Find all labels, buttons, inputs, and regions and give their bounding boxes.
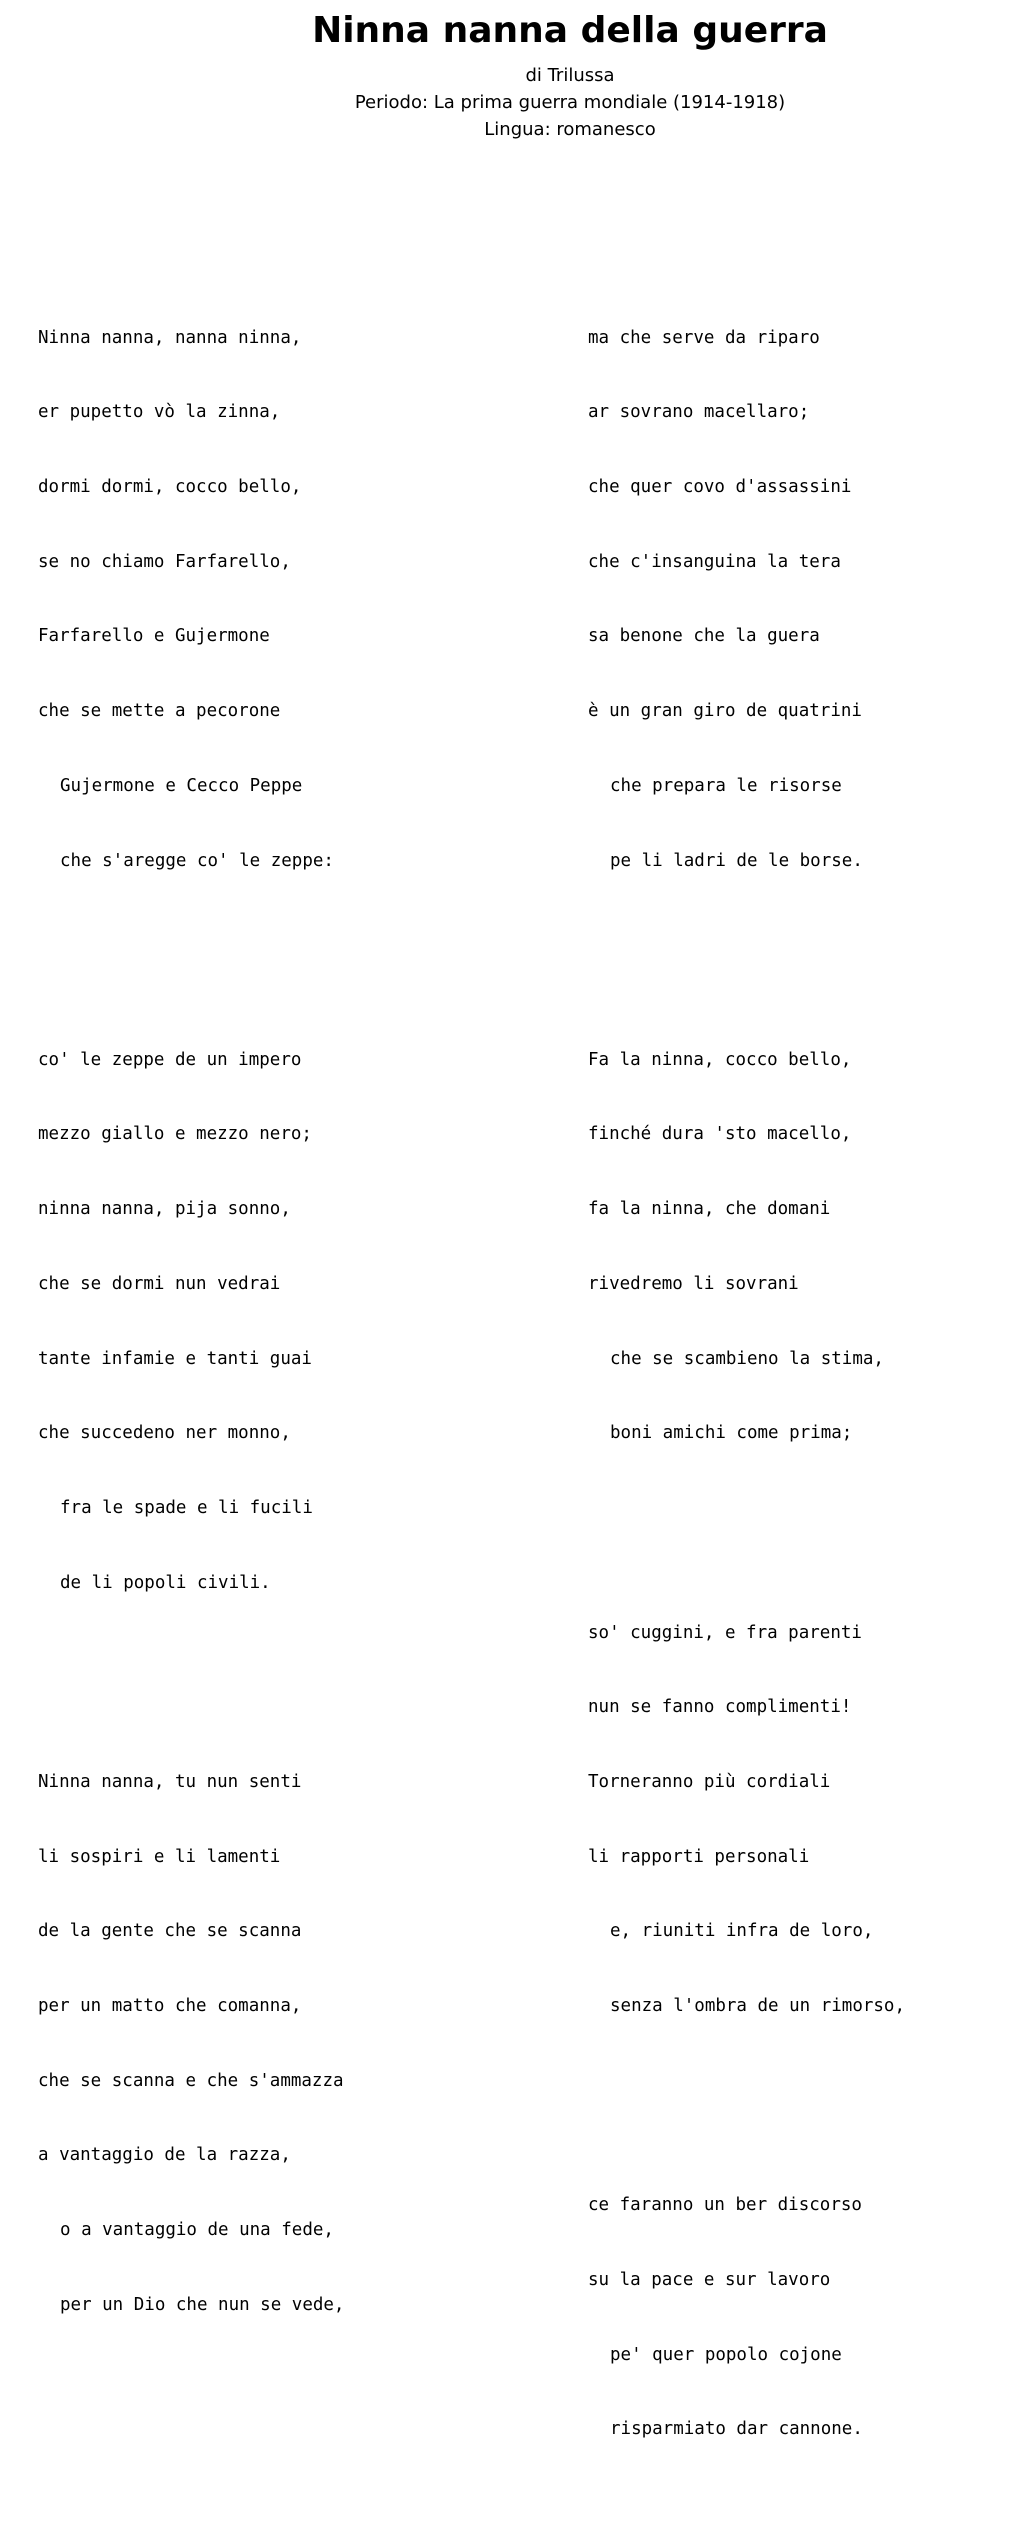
poem-line-indented: boni amichi come prima; xyxy=(610,1423,853,1444)
poem-line: Farfarello e Gujermone xyxy=(38,626,270,647)
poem-line-indented: fra le spade e li fucili xyxy=(60,1497,313,1518)
poem-line: li sospiri e li lamenti xyxy=(38,1846,281,1867)
poem-column-right xyxy=(588,226,905,2542)
stanza xyxy=(588,998,905,1496)
poem-line: Torneranno più cordiali xyxy=(588,1771,831,1792)
poem-line-indented: Gujermone e Cecco Peppe xyxy=(60,775,303,796)
poem-author: di Trilussa xyxy=(525,65,615,86)
poem-language: Lingua: romanesco xyxy=(484,119,656,140)
poem-line: che c'insanguina la tera xyxy=(588,551,841,572)
poem-line: che se scanna e che s'ammazza xyxy=(38,2070,344,2091)
poem-line: su la pace e sur lavoro xyxy=(588,2269,831,2290)
poem-line: rivedremo li sovrani xyxy=(588,1273,799,1294)
poem-line: ma che serve da riparo xyxy=(588,327,820,348)
poem-line-indented: risparmiato dar cannone. xyxy=(610,2419,863,2440)
poem-line-indented: per un Dio che nun se vede, xyxy=(60,2294,345,2315)
poem-line: li rapporti personali xyxy=(588,1846,810,1867)
poem-line: mezzo giallo e mezzo nero; xyxy=(38,1124,312,1145)
poem-line: dormi dormi, cocco bello, xyxy=(38,477,302,498)
poem-line: che succedeno ner monno, xyxy=(38,1423,291,1444)
poem-line-indented: che se scambieno la stima, xyxy=(610,1348,884,1369)
stanza xyxy=(38,1720,344,2367)
poem-column-left xyxy=(38,226,344,2417)
poem-line: tante infamie e tanti guai xyxy=(38,1348,312,1369)
poem-line: ninna nanna, pija sonno, xyxy=(38,1199,291,1220)
poem-line: de la gente che se scanna xyxy=(38,1921,302,1942)
poem-line: è un gran giro de quatrini xyxy=(588,701,862,722)
stanza xyxy=(38,276,344,923)
stanza xyxy=(38,998,344,1645)
poem-period: Periodo: La prima guerra mondiale (1914-1918) xyxy=(354,92,786,113)
poem-line-indented: o a vantaggio de una fede, xyxy=(60,2220,334,2241)
poem-line: che se dormi nun vedrai xyxy=(38,1273,281,1294)
poem-line: che se mette a pecorone xyxy=(38,701,281,722)
stanza xyxy=(588,1571,905,2069)
poem-line: nun se fanno complimenti! xyxy=(588,1697,852,1718)
poem-line-indented: pe li ladri de le borse. xyxy=(610,850,863,871)
poem-line: co' le zeppe de un impero xyxy=(38,1049,302,1070)
poem-line: che quer covo d'assassini xyxy=(588,477,852,498)
poem-line: a vantaggio de la razza, xyxy=(38,2145,291,2166)
stanza xyxy=(588,276,905,923)
poem-line-indented: de li popoli civili. xyxy=(60,1572,271,1593)
poem-line: Ninna nanna, tu nun senti xyxy=(38,1771,302,1792)
poem-line-indented: e, riuniti infra de loro, xyxy=(610,1921,874,1942)
poem-line: finché dura 'sto macello, xyxy=(588,1124,852,1145)
poem-line: Ninna nanna, nanna ninna, xyxy=(38,327,302,348)
poem-line: Fa la ninna, cocco bello, xyxy=(588,1049,852,1070)
poem-line: ar sovrano macellaro; xyxy=(588,402,810,423)
poem-line: sa benone che la guera xyxy=(588,626,820,647)
poem-line-indented: pe' quer popolo cojone xyxy=(610,2344,842,2365)
poem-line: so' cuggini, e fra parenti xyxy=(588,1622,862,1643)
poem-line: ce faranno un ber discorso xyxy=(588,2195,862,2216)
stanza xyxy=(588,2143,905,2492)
poem-line: fa la ninna, che domani xyxy=(588,1199,831,1220)
poem-line: per un matto che comanna, xyxy=(38,1996,302,2017)
poem-line: se no chiamo Farfarello, xyxy=(38,551,291,572)
poem-title: Ninna nanna della guerra xyxy=(312,10,828,51)
poem-line: er pupetto vò la zinna, xyxy=(38,402,281,423)
poem-line-indented: che prepara le risorse xyxy=(610,775,842,796)
poem-line-indented: che s'aregge co' le zeppe: xyxy=(60,850,334,871)
poem-line-indented: senza l'ombra de un rimorso, xyxy=(610,1996,906,2017)
